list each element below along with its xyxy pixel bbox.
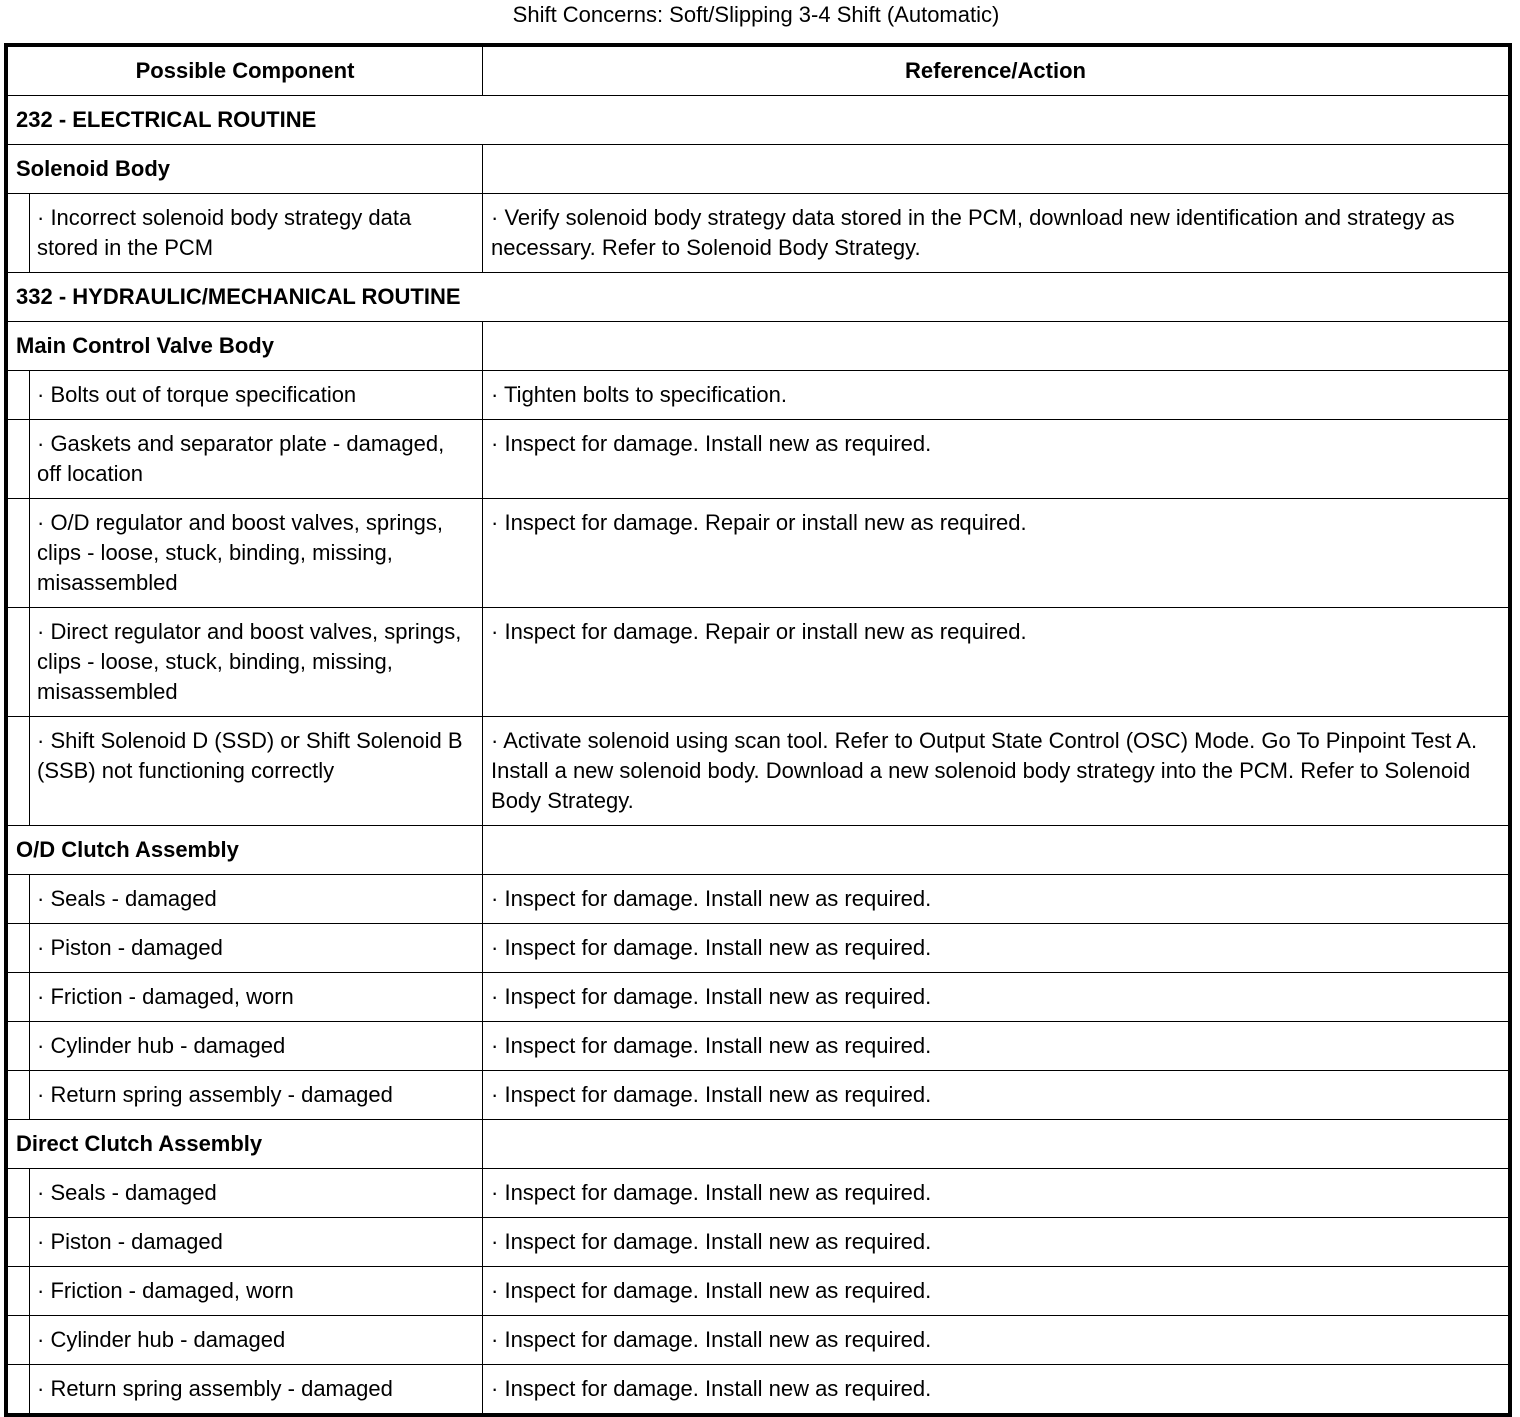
diagnostic-table [7, 46, 1509, 1414]
table-row [8, 1365, 1509, 1414]
table-row [8, 717, 1509, 826]
component-cell: · Seals - damaged [30, 875, 483, 924]
component-cell: · Cylinder hub - damaged [30, 1022, 483, 1071]
table-row [8, 924, 1509, 973]
table-row [8, 1267, 1509, 1316]
table-row [8, 1071, 1509, 1120]
component-cell: · Return spring assembly - damaged [30, 1071, 483, 1120]
diagnostic-table-container [4, 43, 1512, 1417]
table-row [8, 973, 1509, 1022]
indent-cell [8, 1218, 30, 1267]
table-row [8, 1022, 1509, 1071]
indent-cell [8, 1316, 30, 1365]
action-cell: · Inspect for damage. Install new as required. [483, 1169, 1509, 1218]
action-cell: · Inspect for damage. Install new as required. [483, 973, 1509, 1022]
group-action-empty [483, 1120, 1509, 1169]
table-row [8, 194, 1509, 273]
component-cell: · Shift Solenoid D (SSD) or Shift Solenoid B (SSB) not functioning correctly [30, 717, 483, 826]
action-cell: · Activate solenoid using scan tool. Refer to Output State Control (OSC) Mode. Go To Pinpoint Test A. Install a new solenoid body. Download a new solenoid body strategy into the PCM. Refer to Solenoid Body Strategy. [483, 717, 1509, 826]
indent-cell [8, 924, 30, 973]
action-cell: · Inspect for damage. Install new as required. [483, 1267, 1509, 1316]
action-cell: · Inspect for damage. Install new as required. [483, 1218, 1509, 1267]
component-cell: · Seals - damaged [30, 1169, 483, 1218]
table-row [8, 1169, 1509, 1218]
indent-cell [8, 371, 30, 420]
group-row [8, 322, 1509, 371]
group-action-empty [483, 322, 1509, 371]
group-row [8, 1120, 1509, 1169]
group-action-empty [483, 826, 1509, 875]
section-label: 232 - ELECTRICAL ROUTINE [8, 96, 1509, 145]
component-cell: · Direct regulator and boost valves, springs, clips - loose, stuck, binding, missing, misassembled [30, 608, 483, 717]
action-cell: · Inspect for damage. Install new as required. [483, 1316, 1509, 1365]
indent-cell [8, 1022, 30, 1071]
table-row [8, 875, 1509, 924]
action-cell: · Tighten bolts to specification. [483, 371, 1509, 420]
action-cell: · Verify solenoid body strategy data stored in the PCM, download new identification and strategy as necessary. Refer to Solenoid Body Strategy. [483, 194, 1509, 273]
indent-cell [8, 499, 30, 608]
action-cell: · Inspect for damage. Install new as required. [483, 1365, 1509, 1414]
indent-cell [8, 420, 30, 499]
action-cell: · Inspect for damage. Install new as required. [483, 875, 1509, 924]
component-cell: · Cylinder hub - damaged [30, 1316, 483, 1365]
table-row [8, 1316, 1509, 1365]
indent-cell [8, 973, 30, 1022]
table-row [8, 608, 1509, 717]
header-possible-component: Possible Component [8, 47, 483, 96]
group-label: Main Control Valve Body [8, 322, 483, 371]
action-cell: · Inspect for damage. Install new as required. [483, 924, 1509, 973]
indent-cell [8, 1169, 30, 1218]
table-row [8, 1218, 1509, 1267]
section-row [8, 96, 1509, 145]
component-cell: · Piston - damaged [30, 1218, 483, 1267]
page-title: Shift Concerns: Soft/Slipping 3-4 Shift (Automatic) [512, 2, 1000, 27]
indent-cell [8, 717, 30, 826]
component-cell: · Friction - damaged, worn [30, 1267, 483, 1316]
component-cell: · Incorrect solenoid body strategy data stored in the PCM [30, 194, 483, 273]
table-row [8, 499, 1509, 608]
indent-cell [8, 1267, 30, 1316]
component-cell: · Gaskets and separator plate - damaged, off location [30, 420, 483, 499]
component-cell: · Return spring assembly - damaged [30, 1365, 483, 1414]
component-cell: · Friction - damaged, worn [30, 973, 483, 1022]
group-action-empty [483, 145, 1509, 194]
indent-cell [8, 1365, 30, 1414]
group-label: O/D Clutch Assembly [8, 826, 483, 875]
group-label: Direct Clutch Assembly [8, 1120, 483, 1169]
indent-cell [8, 1071, 30, 1120]
header-reference-action: Reference/Action [483, 47, 1509, 96]
group-row [8, 145, 1509, 194]
component-cell: · Bolts out of torque specification [30, 371, 483, 420]
action-cell: · Inspect for damage. Repair or install new as required. [483, 608, 1509, 717]
action-cell: · Inspect for damage. Repair or install new as required. [483, 499, 1509, 608]
table-row [8, 420, 1509, 499]
action-cell: · Inspect for damage. Install new as required. [483, 1071, 1509, 1120]
table-header-row [8, 47, 1509, 96]
table-row [8, 371, 1509, 420]
indent-cell [8, 608, 30, 717]
action-cell: · Inspect for damage. Install new as required. [483, 1022, 1509, 1071]
indent-cell [8, 194, 30, 273]
indent-cell [8, 875, 30, 924]
group-row [8, 826, 1509, 875]
action-cell: · Inspect for damage. Install new as required. [483, 420, 1509, 499]
component-cell: · O/D regulator and boost valves, springs, clips - loose, stuck, binding, missing, misassembled [30, 499, 483, 608]
component-cell: · Piston - damaged [30, 924, 483, 973]
section-label: 332 - HYDRAULIC/MECHANICAL ROUTINE [8, 273, 1509, 322]
section-row [8, 273, 1509, 322]
group-label: Solenoid Body [8, 145, 483, 194]
